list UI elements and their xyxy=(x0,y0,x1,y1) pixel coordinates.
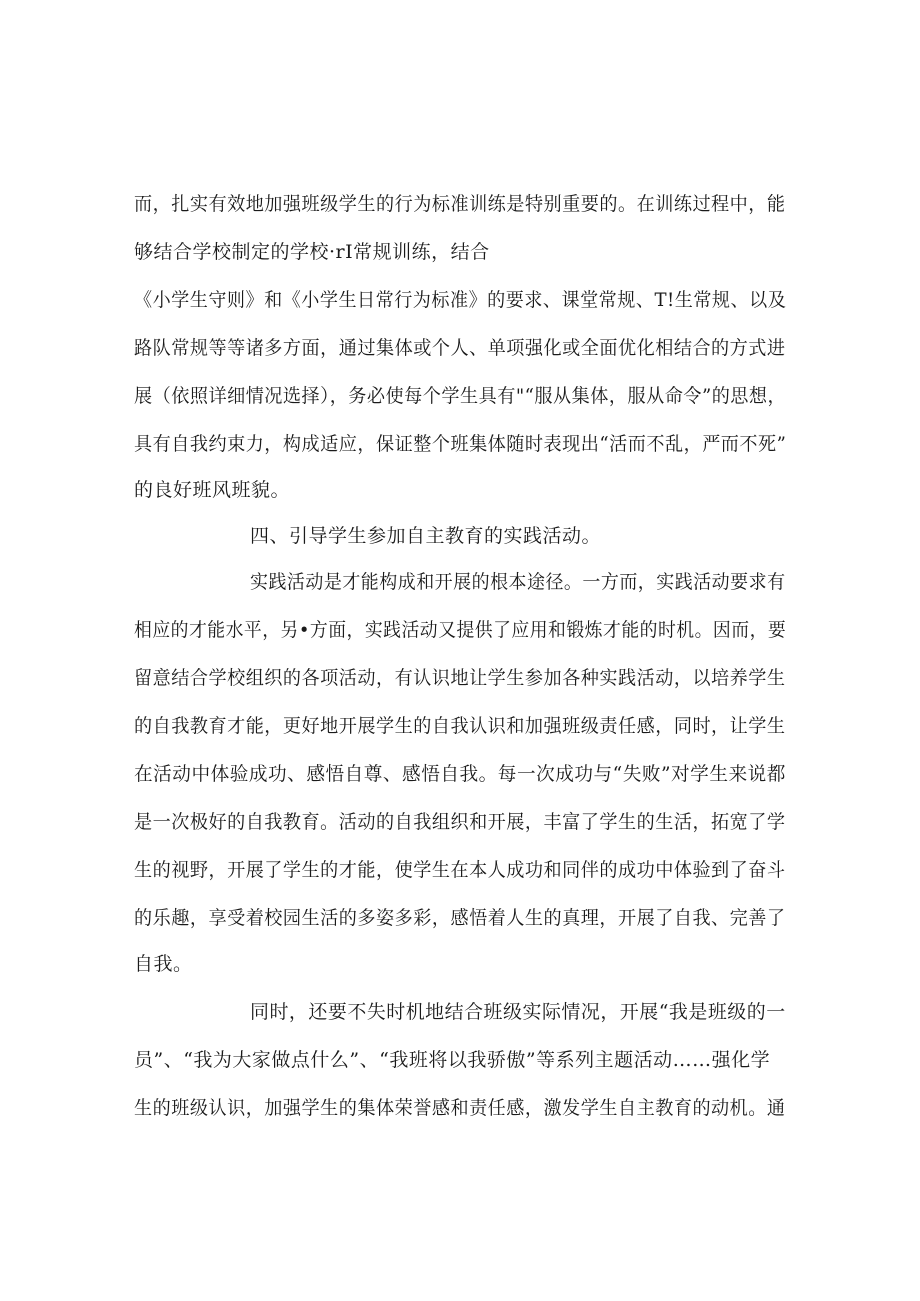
paragraph-1-line: 而，扎实有效地加强班级学生的行为标准训练是特别重要的。在训练过程中，能 xyxy=(134,193,786,215)
paragraph-1-line: 《小学生守则》和《小学生日常行为标准》的要求、课堂常规、T!生常规、以及 xyxy=(134,289,787,311)
paragraph-3-line: 生的班级认识，加强学生的集体荣誉感和责任感，激发学生自主教育的动机。通 xyxy=(134,1097,786,1119)
paragraph-2-line: 相应的才能水平，另•方面，实践活动又提供了应用和锻炼才能的时机。因而，要 xyxy=(134,619,787,641)
paragraph-2-line: 在活动中体验成功、感悟自尊、感悟自我。每一次成功与“失败”对学生来说都 xyxy=(134,763,786,785)
paragraph-3-line: 员”、“我为大家做点什么”、“我班将以我骄傲”等系列主题活动……强化学 xyxy=(134,1049,771,1071)
paragraph-1-line: 够结合学校制定的学校·rI常规训练，结合 xyxy=(134,241,490,263)
paragraph-1-line: 路队常规等等诸多方面，通过集体或个人、单项强化或全面优化相结合的方式进 xyxy=(134,337,786,359)
section-heading: 四、引导学生参加自主教育的实践活动。 xyxy=(250,525,602,547)
paragraph-1-line: 具有自我约束力，构成适应，保证整个班集体随时表现出“活而不乱，严而不死” xyxy=(134,433,787,455)
paragraph-2-line: 自我。 xyxy=(134,953,193,975)
paragraph-1-line: 展（依照详细情况选择），务必使每个学生具有"“服从集体，服从命令”的思想， xyxy=(134,385,787,407)
paragraph-3-line: 同时，还要不失时机地结合班级实际情况，开展“我是班级的一 xyxy=(250,1001,786,1023)
paragraph-2-line: 留意结合学校组织的各项活动，有认识地让学生参加各种实践活动，以培养学生 xyxy=(134,667,786,689)
paragraph-2-line: 实践活动是才能构成和开展的根本途径。一方而，实践活动要求有 xyxy=(250,571,786,593)
paragraph-2-line: 的自我教育才能，更好地开展学生的自我认识和加强班级责任感，同时，让学生 xyxy=(134,715,786,737)
paragraph-1-line: 的良好班风班貌。 xyxy=(134,479,291,501)
paragraph-2-line: 的乐趣，享受着校园生活的多姿多彩，感悟着人生的真理，开展了自我、完善了 xyxy=(134,907,786,929)
paragraph-2-line: 是一次极好的自我教育。活动的自我组织和开展，丰富了学生的生活，拓宽了学 xyxy=(134,811,786,833)
paragraph-2-line: 生的视野，开展了学生的才能，使学生在本人成功和同伴的成功中体验到了奋斗 xyxy=(134,859,786,881)
